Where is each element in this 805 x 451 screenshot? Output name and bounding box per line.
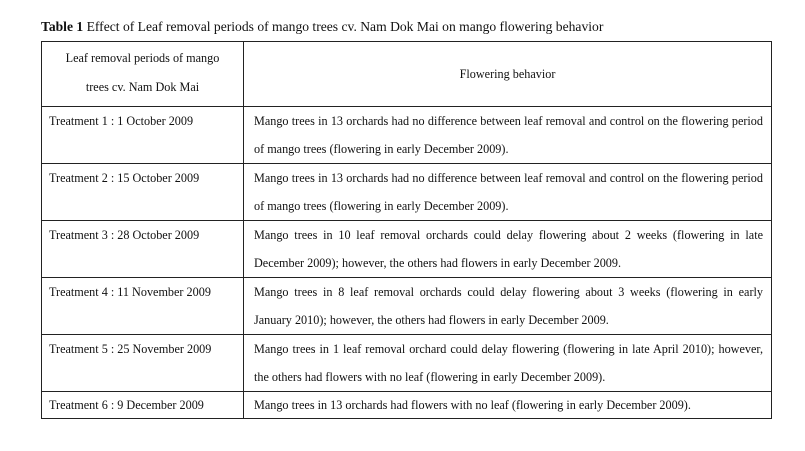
behavior-cell: Mango trees in 10 leaf removal orchards could delay flowering about 2 weeks (flowering in late December 2009); however, the others had flowers in early December 2009. bbox=[244, 221, 772, 278]
table-caption bbox=[41, 19, 603, 35]
treatment-cell: Treatment 4 : 11 November 2009 bbox=[42, 278, 244, 335]
treatment-cell: Treatment 2 : 15 October 2009 bbox=[42, 164, 244, 221]
table-caption-text: Effect of Leaf removal periods of mango trees cv. Nam Dok Mai on mango flowering behavior bbox=[86, 19, 604, 34]
header-flowering-behavior: Flowering behavior bbox=[244, 42, 772, 107]
behavior-cell: Mango trees in 13 orchards had no difference between leaf removal and control on the flowering period of mango trees (flowering in early December 2009). bbox=[244, 107, 772, 164]
behavior-cell: Mango trees in 13 orchards had flowers with no leaf (flowering in early December 2009). bbox=[244, 392, 772, 419]
treatment-cell: Treatment 6 : 9 December 2009 bbox=[42, 392, 244, 419]
table-row bbox=[42, 278, 772, 335]
table-row bbox=[42, 164, 772, 221]
header-col1-line2: trees cv. Nam Dok Mai bbox=[85, 80, 200, 94]
behavior-cell: Mango trees in 13 orchards had no difference between leaf removal and control on the flowering period of mango trees (flowering in early December 2009). bbox=[244, 164, 772, 221]
header-leaf-removal-periods bbox=[42, 42, 244, 107]
behavior-cell: Mango trees in 1 leaf removal orchard could delay flowering (flowering in late April 2010); however, the others had flowers with no leaf (flowering in early December 2009). bbox=[244, 335, 772, 392]
table-row bbox=[42, 392, 772, 419]
table-header-row bbox=[42, 42, 772, 107]
behavior-cell: Mango trees in 8 leaf removal orchards could delay flowering about 3 weeks (flowering in early January 2010); however, the others had flowers in early December 2009. bbox=[244, 278, 772, 335]
table-row bbox=[42, 221, 772, 278]
treatment-cell: Treatment 1 : 1 October 2009 bbox=[42, 107, 244, 164]
table-row bbox=[42, 107, 772, 164]
header-col1-line1: Leaf removal periods of mango bbox=[65, 51, 220, 65]
treatment-cell: Treatment 5 : 25 November 2009 bbox=[42, 335, 244, 392]
table-row bbox=[42, 335, 772, 392]
table-caption-label: Table 1 bbox=[41, 19, 84, 34]
treatment-cell: Treatment 3 : 28 October 2009 bbox=[42, 221, 244, 278]
flowering-table bbox=[41, 41, 772, 419]
